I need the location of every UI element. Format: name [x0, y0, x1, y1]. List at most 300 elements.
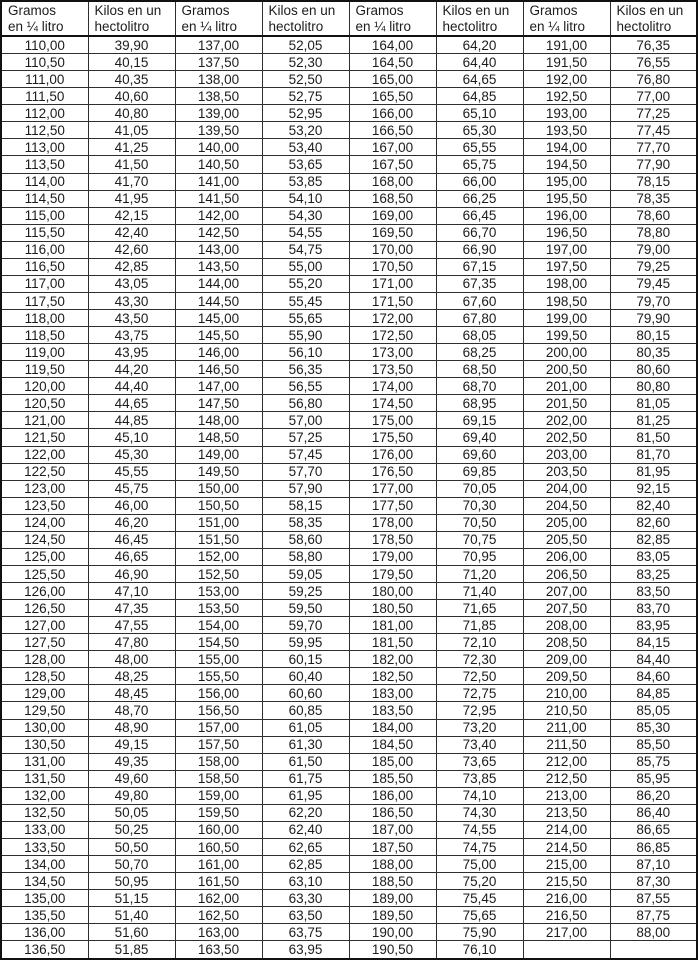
table-cell: 160,50 [175, 838, 262, 855]
table-cell: 54,55 [262, 224, 349, 241]
table-cell: 147,50 [175, 395, 262, 412]
table-cell: 72,30 [436, 651, 523, 668]
table-cell: 142,50 [175, 224, 262, 241]
table-cell: 48,00 [88, 651, 175, 668]
table-cell: 153,50 [175, 600, 262, 617]
column-header-label: hectolitro [616, 18, 672, 34]
table-cell: 209,50 [523, 668, 610, 685]
table-cell: 60,40 [262, 668, 349, 685]
table-cell: 214,00 [523, 821, 610, 838]
table-cell: 66,90 [436, 241, 523, 258]
table-cell: 66,70 [436, 224, 523, 241]
table-cell: 86,20 [610, 787, 697, 804]
table-cell: 138,00 [175, 71, 262, 88]
table-cell: 58,35 [262, 514, 349, 531]
table-cell: 154,50 [175, 634, 262, 651]
table-row [1, 753, 697, 770]
table-cell: 121,50 [1, 429, 88, 446]
table-cell: 52,95 [262, 105, 349, 122]
table-cell: 74,55 [436, 821, 523, 838]
table-cell: 125,00 [1, 548, 88, 565]
table-cell: 130,50 [1, 736, 88, 753]
table-cell: 113,00 [1, 139, 88, 156]
table-cell: 54,30 [262, 207, 349, 224]
table-row [1, 224, 697, 241]
table-cell: 77,70 [610, 139, 697, 156]
table-cell: 174,50 [349, 395, 436, 412]
table-cell: 58,60 [262, 531, 349, 548]
table-cell: 72,75 [436, 685, 523, 702]
table-row [1, 361, 697, 378]
table-cell: 50,50 [88, 838, 175, 855]
table-cell: 116,00 [1, 241, 88, 258]
table-cell: 210,50 [523, 702, 610, 719]
table-cell: 76,55 [610, 54, 697, 71]
table-cell: 169,50 [349, 224, 436, 241]
table-cell: 39,90 [88, 36, 175, 54]
table-cell: 208,00 [523, 617, 610, 634]
table-cell: 53,65 [262, 156, 349, 173]
table-cell: 196,50 [523, 224, 610, 241]
table-cell: 79,70 [610, 292, 697, 309]
table-cell: 78,60 [610, 207, 697, 224]
table-cell: 132,50 [1, 804, 88, 821]
table-cell: 45,75 [88, 480, 175, 497]
column-header-label: Kilos en un [94, 3, 162, 18]
table-cell: 161,50 [175, 873, 262, 890]
table-cell: 133,50 [1, 838, 88, 855]
column-header-kilos-4 [610, 1, 697, 36]
table-cell: 86,65 [610, 821, 697, 838]
table-cell: 63,10 [262, 873, 349, 890]
table-cell: 132,00 [1, 787, 88, 804]
table-cell: 197,50 [523, 258, 610, 275]
table-row [1, 873, 697, 890]
table-cell: 150,00 [175, 480, 262, 497]
table-cell: 84,60 [610, 668, 697, 685]
table-cell: 66,45 [436, 207, 523, 224]
table-cell: 53,40 [262, 139, 349, 156]
table-cell: 58,15 [262, 497, 349, 514]
table-row [1, 480, 697, 497]
table-cell: 78,35 [610, 190, 697, 207]
table-cell: 156,50 [175, 702, 262, 719]
table-cell: 48,45 [88, 685, 175, 702]
table-cell: 119,00 [1, 344, 88, 361]
table-cell: 66,00 [436, 173, 523, 190]
table-cell: 84,40 [610, 651, 697, 668]
table-row [1, 821, 697, 838]
table-cell: 111,50 [1, 88, 88, 105]
table-cell: 146,00 [175, 344, 262, 361]
table-cell: 62,65 [262, 838, 349, 855]
table-cell: 157,00 [175, 719, 262, 736]
table-cell: 167,00 [349, 139, 436, 156]
table-cell: 52,05 [262, 36, 349, 54]
table-cell: 70,30 [436, 497, 523, 514]
table-cell: 203,50 [523, 463, 610, 480]
table-row [1, 207, 697, 224]
table-cell: 40,80 [88, 105, 175, 122]
table-cell: 79,25 [610, 258, 697, 275]
table-cell: 58,80 [262, 548, 349, 565]
table-cell: 80,60 [610, 361, 697, 378]
table-row [1, 429, 697, 446]
table-cell: 211,00 [523, 719, 610, 736]
table-cell: 63,75 [262, 924, 349, 941]
table-cell: 50,70 [88, 856, 175, 873]
table-cell: 168,00 [349, 173, 436, 190]
table-row [1, 514, 697, 531]
table-cell: 86,40 [610, 804, 697, 821]
table-cell: 63,50 [262, 907, 349, 924]
table-cell: 113,50 [1, 156, 88, 173]
table-cell: 52,30 [262, 54, 349, 71]
table-cell: 72,50 [436, 668, 523, 685]
table-cell: 82,85 [610, 531, 697, 548]
table-row [1, 258, 697, 275]
table-cell: 213,50 [523, 804, 610, 821]
table-cell: 62,20 [262, 804, 349, 821]
table-cell: 164,00 [349, 36, 436, 54]
table-cell: 55,45 [262, 292, 349, 309]
table-cell: 53,20 [262, 122, 349, 139]
table-row [1, 327, 697, 344]
table-cell: 128,00 [1, 651, 88, 668]
table-cell: 207,00 [523, 583, 610, 600]
table-cell: 182,00 [349, 651, 436, 668]
table-cell: 170,00 [349, 241, 436, 258]
table-cell: 84,85 [610, 685, 697, 702]
table-row [1, 275, 697, 292]
table-row [1, 122, 697, 139]
table-cell: 143,50 [175, 258, 262, 275]
table-row [1, 105, 697, 122]
table-cell: 81,70 [610, 446, 697, 463]
table-cell: 48,25 [88, 668, 175, 685]
table-cell: 115,50 [1, 224, 88, 241]
table-cell: 68,50 [436, 361, 523, 378]
table-cell: 76,35 [610, 36, 697, 54]
table-cell: 67,80 [436, 310, 523, 327]
table-cell: 47,80 [88, 634, 175, 651]
table-cell: 136,50 [1, 941, 88, 959]
table-cell: 50,95 [88, 873, 175, 890]
table-cell: 116,50 [1, 258, 88, 275]
table-row [1, 446, 697, 463]
table-cell: 56,80 [262, 395, 349, 412]
table-cell: 87,30 [610, 873, 697, 890]
table-cell: 212,50 [523, 770, 610, 787]
table-cell: 61,50 [262, 753, 349, 770]
table-cell: 81,05 [610, 395, 697, 412]
column-header-label: hectolitro [268, 18, 324, 34]
table-cell: 85,95 [610, 770, 697, 787]
table-cell: 118,50 [1, 327, 88, 344]
table-cell: 141,50 [175, 190, 262, 207]
table-cell: 163,50 [175, 941, 262, 959]
table-row [1, 907, 697, 924]
table-header [1, 1, 697, 36]
table-cell: 47,10 [88, 583, 175, 600]
table-cell: 64,65 [436, 71, 523, 88]
table-cell: 54,75 [262, 241, 349, 258]
table-cell: 216,00 [523, 890, 610, 907]
table-row [1, 412, 697, 429]
table-cell: 40,60 [88, 88, 175, 105]
table-cell: 145,50 [175, 327, 262, 344]
table-cell: 56,55 [262, 378, 349, 395]
table-cell: 133,00 [1, 821, 88, 838]
table-cell: 206,00 [523, 548, 610, 565]
table-cell: 74,10 [436, 787, 523, 804]
table-cell: 199,00 [523, 310, 610, 327]
table-cell: 56,35 [262, 361, 349, 378]
table-row [1, 463, 697, 480]
table-cell: 125,50 [1, 565, 88, 582]
table-cell: 68,25 [436, 344, 523, 361]
table-cell: 87,75 [610, 907, 697, 924]
table-cell: 184,50 [349, 736, 436, 753]
table-row [1, 292, 697, 309]
table-row [1, 139, 697, 156]
header-row [1, 1, 697, 36]
table-cell: 71,20 [436, 565, 523, 582]
table-cell: 75,90 [436, 924, 523, 941]
table-cell: 73,65 [436, 753, 523, 770]
table-row [1, 310, 697, 327]
table-row [1, 856, 697, 873]
table-cell: 159,00 [175, 787, 262, 804]
table-cell: 139,00 [175, 105, 262, 122]
table-row [1, 702, 697, 719]
table-cell: 137,50 [175, 54, 262, 71]
table-cell: 61,05 [262, 719, 349, 736]
table-cell: 195,50 [523, 190, 610, 207]
table-cell: 151,00 [175, 514, 262, 531]
column-header-gramos-1 [1, 1, 88, 36]
table-cell: 78,80 [610, 224, 697, 241]
table-cell: 69,60 [436, 446, 523, 463]
table-cell: 163,00 [175, 924, 262, 941]
table-cell: 77,00 [610, 88, 697, 105]
table-cell [610, 941, 697, 959]
table-cell: 110,00 [1, 36, 88, 54]
table-cell: 53,85 [262, 173, 349, 190]
table-cell: 55,20 [262, 275, 349, 292]
table-cell: 126,50 [1, 600, 88, 617]
table-cell: 135,50 [1, 907, 88, 924]
column-header-gramos-4 [523, 1, 610, 36]
table-cell: 80,35 [610, 344, 697, 361]
table-cell: 162,50 [175, 907, 262, 924]
table-cell: 207,50 [523, 600, 610, 617]
table-cell: 131,50 [1, 770, 88, 787]
table-cell: 173,00 [349, 344, 436, 361]
table-cell: 41,50 [88, 156, 175, 173]
table-cell: 49,35 [88, 753, 175, 770]
table-cell: 42,15 [88, 207, 175, 224]
table-cell: 41,95 [88, 190, 175, 207]
table-cell: 150,50 [175, 497, 262, 514]
table-cell: 83,25 [610, 565, 697, 582]
table-cell: 71,65 [436, 600, 523, 617]
table-cell: 161,00 [175, 856, 262, 873]
table-cell: 134,50 [1, 873, 88, 890]
table-cell: 76,10 [436, 941, 523, 959]
table-cell: 140,00 [175, 139, 262, 156]
table-cell: 166,00 [349, 105, 436, 122]
table-cell: 114,50 [1, 190, 88, 207]
table-cell: 193,50 [523, 122, 610, 139]
column-header-label: Gramos [8, 3, 57, 18]
column-header-kilos-2 [262, 1, 349, 36]
table-cell: 65,10 [436, 105, 523, 122]
table-cell: 180,00 [349, 583, 436, 600]
table-row [1, 565, 697, 582]
table-cell: 46,65 [88, 548, 175, 565]
table-row [1, 668, 697, 685]
table-cell: 202,00 [523, 412, 610, 429]
table-cell: 167,50 [349, 156, 436, 173]
table-cell: 139,50 [175, 122, 262, 139]
table-cell: 115,00 [1, 207, 88, 224]
table-cell: 169,00 [349, 207, 436, 224]
table-cell: 85,05 [610, 702, 697, 719]
table-cell: 64,85 [436, 88, 523, 105]
table-cell: 118,00 [1, 310, 88, 327]
table-cell: 60,15 [262, 651, 349, 668]
table-cell: 158,50 [175, 770, 262, 787]
table-cell: 65,55 [436, 139, 523, 156]
table-cell: 69,40 [436, 429, 523, 446]
table-cell: 80,15 [610, 327, 697, 344]
table-row [1, 54, 697, 71]
table-cell: 140,50 [175, 156, 262, 173]
table-row [1, 497, 697, 514]
table-cell: 124,50 [1, 531, 88, 548]
table-cell: 194,50 [523, 156, 610, 173]
table-row [1, 719, 697, 736]
table-cell: 43,75 [88, 327, 175, 344]
table-cell: 62,85 [262, 856, 349, 873]
table-cell: 159,50 [175, 804, 262, 821]
column-header-label: en ¼ litro [529, 18, 586, 34]
table-cell: 66,25 [436, 190, 523, 207]
table-cell: 65,30 [436, 122, 523, 139]
table-cell: 165,00 [349, 71, 436, 88]
table-cell: 177,50 [349, 497, 436, 514]
table-cell: 72,10 [436, 634, 523, 651]
table-cell: 83,70 [610, 600, 697, 617]
table-cell: 195,00 [523, 173, 610, 190]
table-cell [523, 941, 610, 959]
table-cell: 67,60 [436, 292, 523, 309]
table-row [1, 36, 697, 54]
table-cell: 54,10 [262, 190, 349, 207]
table-cell: 61,30 [262, 736, 349, 753]
table-cell: 153,00 [175, 583, 262, 600]
table-cell: 152,00 [175, 548, 262, 565]
table-cell: 41,25 [88, 139, 175, 156]
table-cell: 52,75 [262, 88, 349, 105]
table-cell: 70,05 [436, 480, 523, 497]
column-header-kilos-3 [436, 1, 523, 36]
table-cell: 44,40 [88, 378, 175, 395]
table-cell: 173,50 [349, 361, 436, 378]
table-cell: 180,50 [349, 600, 436, 617]
table-cell: 149,50 [175, 463, 262, 480]
table-cell: 166,50 [349, 122, 436, 139]
table-cell: 119,50 [1, 361, 88, 378]
table-cell: 112,00 [1, 105, 88, 122]
table-cell: 205,50 [523, 531, 610, 548]
table-cell: 68,05 [436, 327, 523, 344]
table-cell: 117,00 [1, 275, 88, 292]
table-cell: 87,10 [610, 856, 697, 873]
table-row [1, 173, 697, 190]
table-row [1, 583, 697, 600]
table-cell: 212,00 [523, 753, 610, 770]
table-cell: 49,15 [88, 736, 175, 753]
table-row [1, 770, 697, 787]
table-cell: 181,00 [349, 617, 436, 634]
table-cell: 75,00 [436, 856, 523, 873]
table-cell: 60,85 [262, 702, 349, 719]
table-cell: 171,50 [349, 292, 436, 309]
table-cell: 210,00 [523, 685, 610, 702]
table-cell: 46,00 [88, 497, 175, 514]
table-row [1, 804, 697, 821]
table-cell: 47,35 [88, 600, 175, 617]
table-row [1, 787, 697, 804]
table-cell: 214,50 [523, 838, 610, 855]
table-cell: 60,60 [262, 685, 349, 702]
table-cell: 192,00 [523, 71, 610, 88]
column-header-label: hectolitro [94, 18, 150, 34]
table-cell: 48,90 [88, 719, 175, 736]
table-row [1, 890, 697, 907]
table-cell: 135,00 [1, 890, 88, 907]
table-row [1, 685, 697, 702]
table-cell: 204,50 [523, 497, 610, 514]
table-cell: 129,50 [1, 702, 88, 719]
table-cell: 162,00 [175, 890, 262, 907]
table-cell: 183,50 [349, 702, 436, 719]
column-header-label: en ¼ litro [181, 18, 238, 34]
table-cell: 141,00 [175, 173, 262, 190]
table-cell: 43,50 [88, 310, 175, 327]
table-cell: 190,00 [349, 924, 436, 941]
table-cell: 41,05 [88, 122, 175, 139]
column-header-label: en ¼ litro [8, 18, 64, 34]
table-cell: 67,35 [436, 275, 523, 292]
table-cell: 111,00 [1, 71, 88, 88]
table-cell: 64,20 [436, 36, 523, 54]
table-cell: 51,85 [88, 941, 175, 959]
table-cell: 46,45 [88, 531, 175, 548]
table-cell: 122,00 [1, 446, 88, 463]
table-cell: 122,50 [1, 463, 88, 480]
table-cell: 55,00 [262, 258, 349, 275]
table-cell: 81,50 [610, 429, 697, 446]
table-cell: 177,00 [349, 480, 436, 497]
table-cell: 120,00 [1, 378, 88, 395]
table-cell: 42,40 [88, 224, 175, 241]
table-cell: 110,50 [1, 54, 88, 71]
table-row [1, 531, 697, 548]
table-row [1, 548, 697, 565]
